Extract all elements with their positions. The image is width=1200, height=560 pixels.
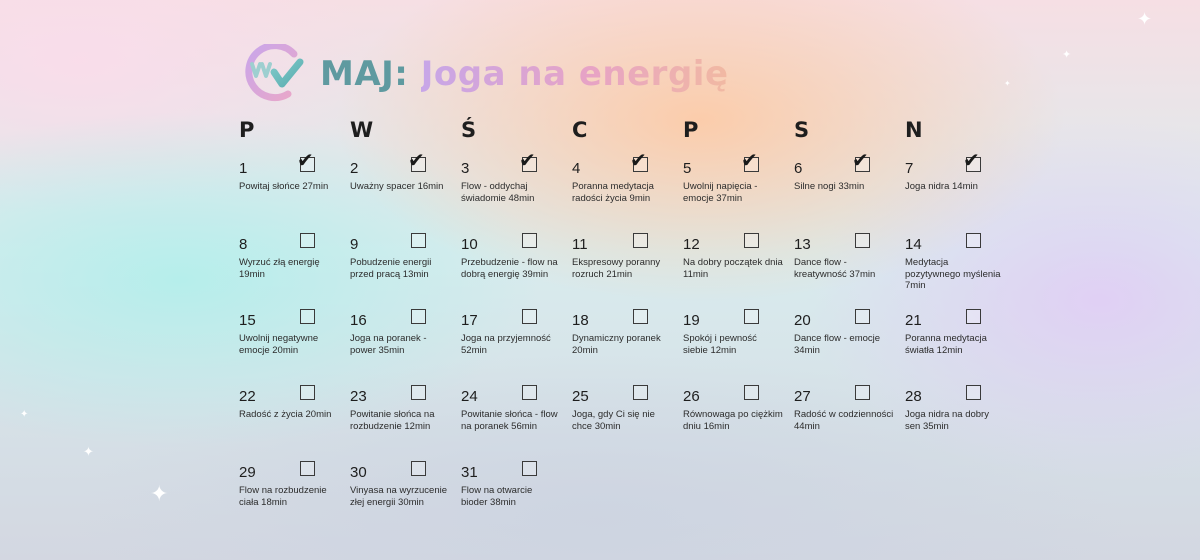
- day-session-label: Joga na przyjemność 52min: [461, 333, 551, 356]
- day-checkbox[interactable]: [633, 233, 648, 248]
- day-checkbox[interactable]: [411, 233, 426, 248]
- day-checkbox[interactable]: [300, 385, 315, 400]
- day-session-label: Wyrzuć złą energię 19min: [239, 257, 320, 280]
- day-checkbox[interactable]: [522, 309, 537, 324]
- day-session-label: Dance flow - kreatywność 37min: [794, 257, 876, 280]
- day-checkbox[interactable]: [633, 309, 648, 324]
- day-checkbox[interactable]: [855, 385, 870, 400]
- day-session-label: Joga na poranek - power 35min: [350, 333, 427, 356]
- day-number: 15: [239, 312, 256, 329]
- day-number: 5: [683, 160, 692, 177]
- sparkle-icon: ✦: [1062, 48, 1072, 61]
- day-session-label: Pobudzenie energii przed pracą 13min: [350, 257, 432, 280]
- day-checkbox[interactable]: [744, 309, 759, 324]
- day-session-label: Uważny spacer 16min: [350, 181, 444, 192]
- weekday-label: C: [572, 118, 588, 142]
- day-session-label: Joga, gdy Ci się nie chce 30min: [572, 409, 655, 432]
- day-number: 10: [461, 236, 478, 253]
- day-session-label: Przebudzenie - flow na dobrą energię 39min: [461, 257, 558, 280]
- day-session-label: Joga nidra 14min: [905, 181, 978, 192]
- day-session-label: Poranna medytacja światła 12min: [905, 333, 987, 356]
- day-number: 2: [350, 160, 359, 177]
- day-number: 25: [572, 388, 589, 405]
- day-session-label: Dance flow - emocje 34min: [794, 333, 881, 356]
- day-number: 23: [350, 388, 367, 405]
- day-session-label: Radość w codzienności 44min: [794, 409, 894, 432]
- day-checkbox[interactable]: [966, 309, 981, 324]
- weekday-label: P: [683, 118, 699, 142]
- day-number: 11: [572, 236, 588, 253]
- day-session-label: Ekspresowy poranny rozruch 21min: [572, 257, 661, 280]
- checkmark-icon: ✔: [630, 148, 647, 172]
- day-checkbox[interactable]: [522, 461, 537, 476]
- day-number: 7: [905, 160, 914, 177]
- checkmark-icon: ✔: [741, 148, 758, 172]
- day-session-label: Uwolnij negatywne emocje 20min: [239, 333, 319, 356]
- day-session-label: Powitaj słońce 27min: [239, 181, 329, 192]
- day-checkbox[interactable]: [300, 233, 315, 248]
- day-session-label: Spokój i pewność siebie 12min: [683, 333, 757, 356]
- day-session-label: Flow na rozbudzenie ciała 18min: [239, 485, 327, 508]
- sparkle-icon: ✦: [1137, 9, 1153, 30]
- day-number: 9: [350, 236, 359, 253]
- day-number: 17: [461, 312, 478, 329]
- sparkle-icon: ✦: [83, 445, 94, 460]
- day-number: 8: [239, 236, 248, 253]
- checkmark-icon: ✔: [408, 148, 425, 172]
- day-number: 19: [683, 312, 700, 329]
- weekday-label: Ś: [461, 118, 477, 142]
- day-checkbox[interactable]: [300, 461, 315, 476]
- day-number: 24: [461, 388, 478, 405]
- sparkle-icon: ✦: [1004, 79, 1011, 88]
- checkmark-icon: ✔: [963, 148, 980, 172]
- day-number: 26: [683, 388, 700, 405]
- circular-arrow-check-logo-icon: [236, 44, 306, 104]
- page-title: [320, 54, 729, 94]
- sparkle-icon: ✦: [150, 482, 169, 507]
- day-session-label: Powitanie słońca - flow na poranek 56min: [461, 409, 558, 432]
- day-session-label: Na dobry początek dnia 11min: [683, 257, 783, 280]
- day-session-label: Poranna medytacja radości życia 9min: [572, 181, 654, 204]
- day-number: 6: [794, 160, 803, 177]
- title-month: MAJ:: [320, 54, 409, 94]
- day-number: 20: [794, 312, 811, 329]
- day-checkbox[interactable]: [411, 461, 426, 476]
- day-session-label: Powitanie słońca na rozbudzenie 12min: [350, 409, 435, 432]
- day-checkbox[interactable]: [300, 309, 315, 324]
- checkmark-icon: ✔: [297, 148, 314, 172]
- day-checkbox[interactable]: [633, 385, 648, 400]
- day-number: 31: [461, 464, 478, 481]
- day-session-label: Flow na otwarcie bioder 38min: [461, 485, 533, 508]
- day-number: 18: [572, 312, 589, 329]
- day-number: 21: [905, 312, 922, 329]
- day-checkbox[interactable]: [744, 385, 759, 400]
- day-number: 27: [794, 388, 811, 405]
- weekday-header-row: [239, 118, 1019, 144]
- day-checkbox[interactable]: [966, 385, 981, 400]
- day-checkbox[interactable]: [966, 233, 981, 248]
- day-number: 30: [350, 464, 367, 481]
- checkmark-icon: ✔: [519, 148, 536, 172]
- weekday-label: S: [794, 118, 810, 142]
- day-checkbox[interactable]: [744, 233, 759, 248]
- day-session-label: Vinyasa na wyrzucenie złej energii 30min: [350, 485, 447, 508]
- day-number: 13: [794, 236, 811, 253]
- day-number: 14: [905, 236, 922, 253]
- day-session-label: Równowaga po ciężkim dniu 16min: [683, 409, 783, 432]
- day-number: 1: [239, 160, 248, 177]
- title-topic: Joga na energię: [420, 54, 729, 94]
- checkmark-icon: ✔: [852, 148, 869, 172]
- day-number: 3: [461, 160, 470, 177]
- day-session-label: Dynamiczny poranek 20min: [572, 333, 661, 356]
- day-session-label: Uwolnij napięcia - emocje 37min: [683, 181, 758, 204]
- weekday-label: W: [350, 118, 374, 142]
- day-session-label: Silne nogi 33min: [794, 181, 865, 192]
- day-checkbox[interactable]: [522, 233, 537, 248]
- day-checkbox[interactable]: [855, 233, 870, 248]
- day-number: 28: [905, 388, 922, 405]
- day-checkbox[interactable]: [411, 385, 426, 400]
- calendar-grid: [239, 148, 1039, 537]
- page-header: [236, 44, 729, 104]
- weekday-label: P: [239, 118, 255, 142]
- day-number: 12: [683, 236, 700, 253]
- day-number: 16: [350, 312, 367, 329]
- day-number: 22: [239, 388, 256, 405]
- day-session-label: Flow - oddychaj świadomie 48min: [461, 181, 535, 204]
- day-session-label: Medytacja pozytywnego myślenia 7min: [905, 257, 1001, 291]
- day-session-label: Joga nidra na dobry sen 35min: [905, 409, 989, 432]
- day-number: 4: [572, 160, 581, 177]
- sparkle-icon: ✦: [20, 409, 29, 420]
- weekday-label: N: [905, 118, 923, 142]
- day-session-label: Radość z życia 20min: [239, 409, 332, 420]
- day-checkbox[interactable]: [411, 309, 426, 324]
- day-checkbox[interactable]: [522, 385, 537, 400]
- day-checkbox[interactable]: [855, 309, 870, 324]
- day-number: 29: [239, 464, 256, 481]
